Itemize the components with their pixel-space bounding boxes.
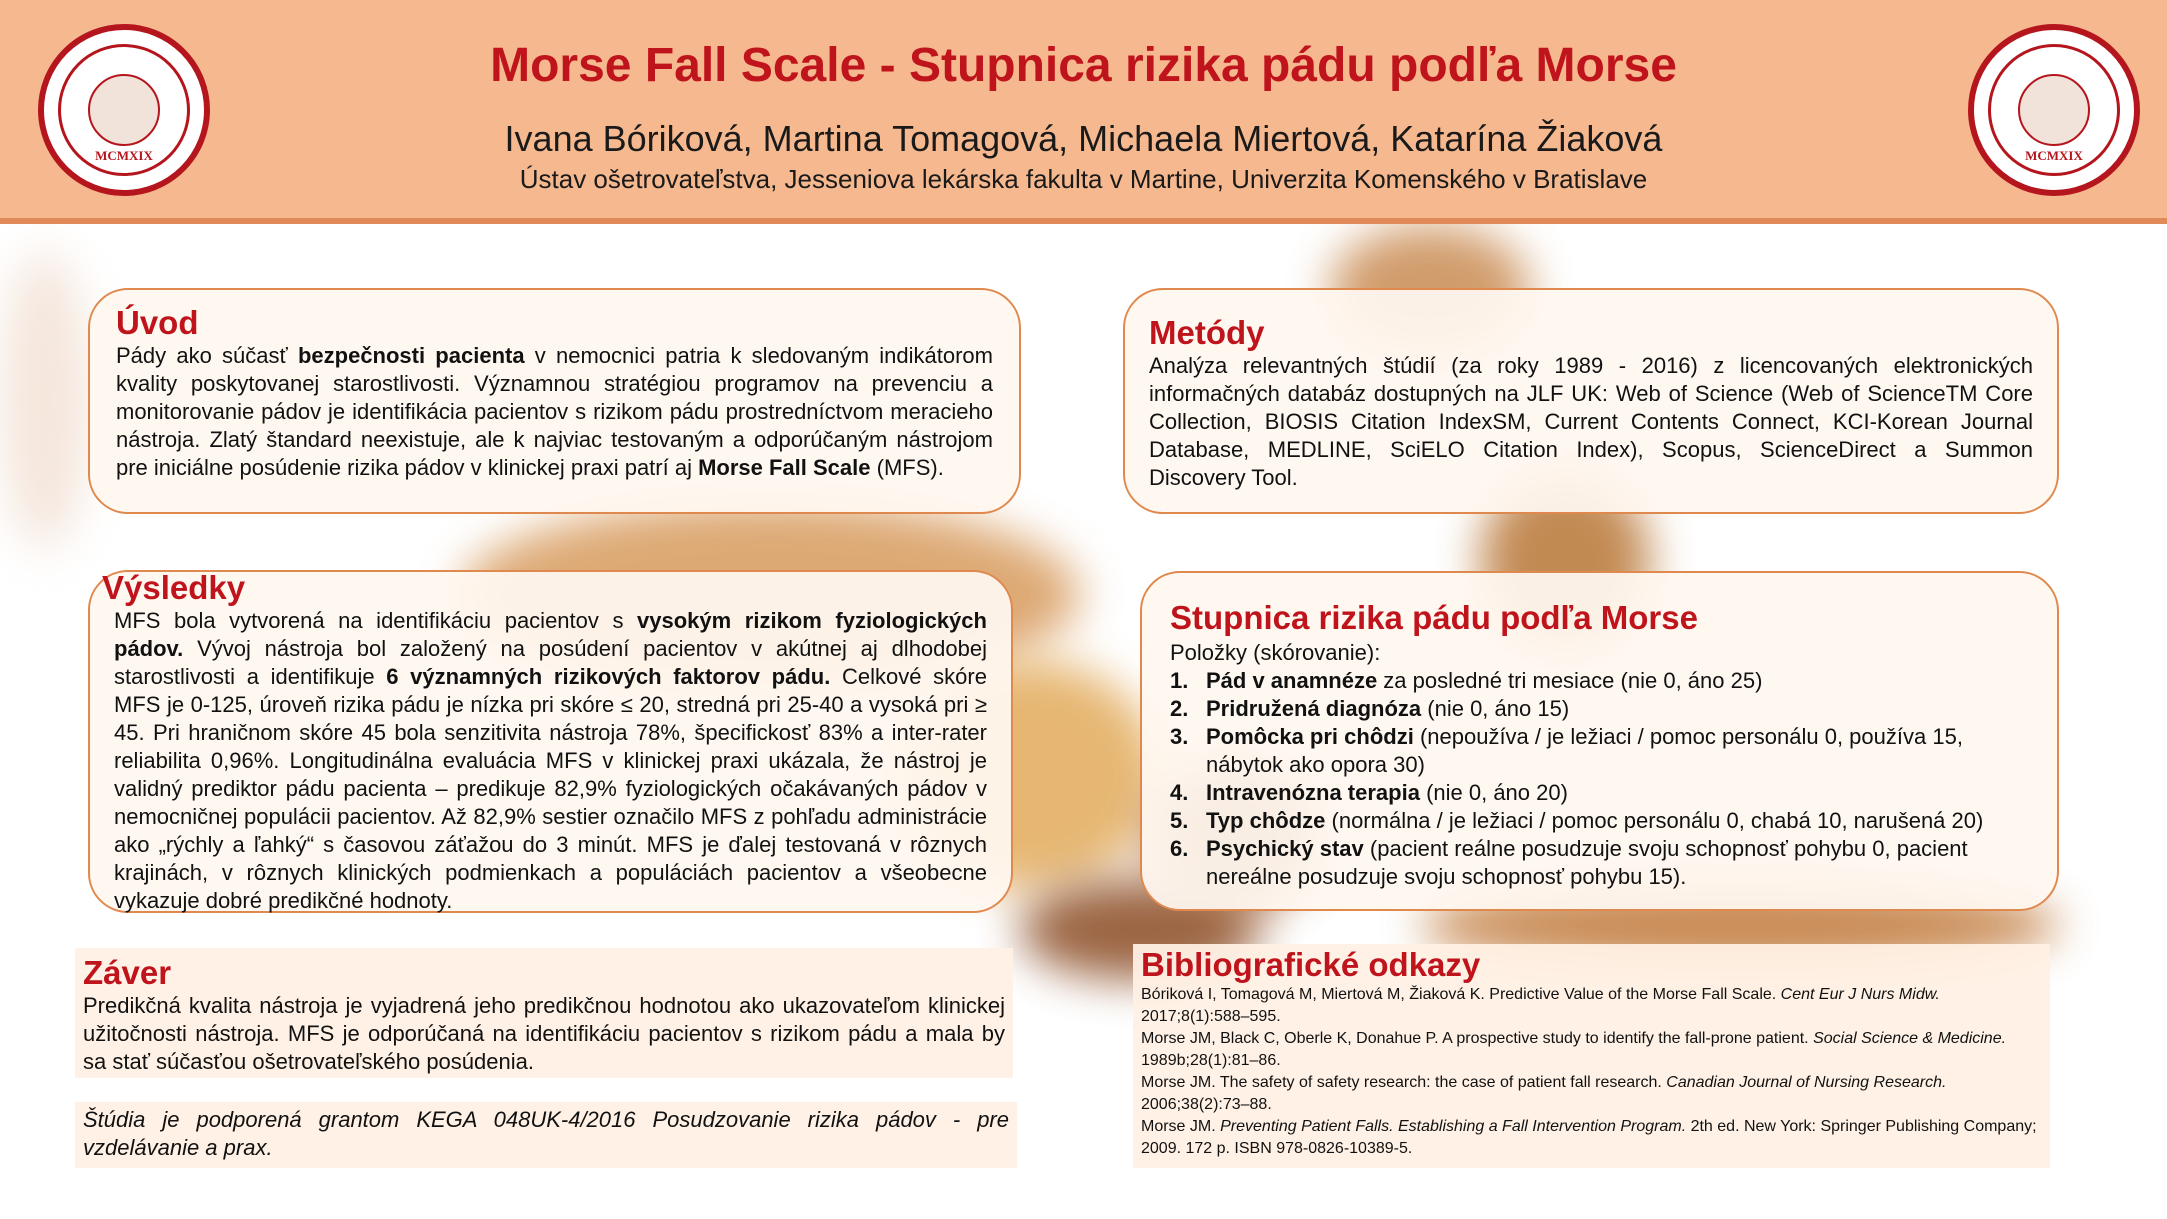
section-zaver bbox=[75, 948, 1013, 1078]
scale-item-text: Typ chôdze (normálna / je ležiaci / pomoc personálu 0, chabá 10, narušená 20) bbox=[1206, 807, 1984, 833]
reference-item: Morse JM. The safety of safety research: the case of patient fall research. Canadian Journal of Nursing Research. 2006;38(2):73–88. bbox=[1141, 1073, 1947, 1113]
reference-item: Morse JM, Black C, Oberle K, Donahue P. A prospective study to identify the fall-prone patient. Social Science & Medicine. 1989b;28(1):81–86. bbox=[1141, 1029, 2007, 1069]
header-divider bbox=[0, 218, 2167, 224]
scale-item bbox=[1170, 695, 2029, 723]
logo-year: MCMXIX bbox=[2025, 148, 2083, 163]
reference-item: Bóriková I, Tomagová M, Miertová M, Žiaková K. Predictive Value of the Morse Fall Scale. Cent Eur J Nurs Midw. 2017;8(1):588–595. bbox=[1141, 985, 1940, 1025]
reference-item: Morse JM. Preventing Patient Falls. Establishing a Fall Intervention Program. 2th ed. New York: Springer Publishing Company; 2009. 172 p. ISBN 978-0826-10389-5. bbox=[1141, 1117, 2037, 1157]
section-text: Pády ako súčasť bezpečnosti pacienta v nemocnici patria k sledovaným indikátorom kvality poskytovanej starostlivosti. Významnou stratégiou programov na prevenciu a monitorovanie pádov je identifikácia pacientov s rizikom pádu prostredníctvom meracieho nástroja. Zlatý štandard neexistuje, ale k najviac testovaným a odporúčaným nástrojom pre iniciálne posúdenie rizika pádov v klinickej praxi patrí aj Morse Fall Scale (MFS). bbox=[116, 342, 993, 480]
grant-note bbox=[75, 1102, 1017, 1168]
section-bibliografia bbox=[1133, 944, 2050, 1168]
scale-item-text: Psychický stav (pacient reálne posudzuje svoju schopnosť pohybu 0, pacient nereálne posudzuje svoju schopnosť pohybu 15). bbox=[1206, 835, 1968, 889]
section-stupnica bbox=[1140, 571, 2059, 911]
scale-item-number: 2. bbox=[1170, 695, 1189, 721]
section-vysledky bbox=[88, 570, 1013, 913]
section-text: Analýza relevantných štúdií (za roky 1989 - 2016) z licencovaných elektronických informačných databáz dostupných na JLF UK: Web of Science (Web of ScienceTM Core Collection, BIOSIS Citation IndexSM, Current Contents Connect, KCI-Korean Journal Database, MEDLINE, SciELO Citation Index), Scopus, ScienceDirect a Summon Discovery Tool. bbox=[1149, 352, 2033, 490]
background-shape bbox=[0, 250, 90, 550]
poster-authors: Ivana Bóriková, Martina Tomagová, Michaela Miertová, Katarína Žiaková bbox=[504, 118, 1663, 159]
scale-item-text: Pomôcka pri chôdzi (nepoužíva / je ležiaci / pomoc personálu 0, používa 15, nábytok ako opora 30) bbox=[1206, 723, 1963, 777]
poster-affiliation: Ústav ošetrovateľstva, Jesseniova lekárska fakulta v Martine, Univerzita Komenského v Bratislave bbox=[519, 164, 1648, 194]
scale-item-number: 4. bbox=[1170, 779, 1189, 805]
section-uvod bbox=[88, 288, 1021, 514]
section-heading: Stupnica rizika pádu podľa Morse bbox=[1170, 599, 1698, 636]
section-heading: Metódy bbox=[1149, 314, 1265, 351]
scale-item-text: Pridružená diagnóza (nie 0, áno 15) bbox=[1206, 695, 1570, 721]
section-metody bbox=[1123, 288, 2059, 514]
scale-item-list bbox=[1170, 667, 2029, 891]
scale-item-text: Intravenózna terapia (nie 0, áno 20) bbox=[1206, 779, 1568, 805]
section-heading: Výsledky bbox=[102, 569, 246, 606]
section-heading: Záver bbox=[83, 954, 172, 991]
reference-list bbox=[1141, 984, 2042, 1160]
scale-item bbox=[1170, 723, 2029, 779]
logo-year: MCMXIX bbox=[95, 148, 153, 163]
section-text: MFS bola vytvorená na identifikáciu pacientov s vysokým rizikom fyziologických pádov. Vývoj nástroja bol založený na posúdení pacientov v akútnej aj dlhodobej starostlivosti a identifikuje 6 významných rizikových faktorov pádu. Celkové skóre MFS je 0-125, úroveň rizika pádu je nízka pri skóre ≤ 20, stredná pri 25-40 a vysoká pri ≥ 45. Pri hraničnom skóre 45 bola senzitivita nástroja 78%, špecifickosť 83% a inter-rater reliabilita 0,96%. Longitudinálna evaluácia MFS v klinickej praxi ukázala, že nástroj je validný prediktor pádu pacienta – predikuje 82,9% fyziologických očakávaných pádov v nemocničnej populácii pacientov. Až 82,9% sestier označilo MFS z pohľadu administrácie ako „rýchly a ľahký“ s časovou záťažou do 3 minút. MFS je ďalej testovaná v rôznych krajinách, v rôznych klinických podmienkach a populáciách pacientov a všeobecne vykazuje dobré predikčné hodnoty. bbox=[114, 607, 987, 913]
poster-title: Morse Fall Scale - Stupnica rizika pádu podľa Morse bbox=[490, 39, 1677, 92]
section-heading: Úvod bbox=[116, 304, 199, 341]
scale-item bbox=[1170, 779, 2029, 807]
section-text: Predikčná kvalita nástroja je vyjadrená jeho predikčnou hodnotou ako ukazovateľom klinickej užitočnosti nástroja. MFS je odporúčaná na identifikáciu pacientov s rizikom pádu a mala by sa stať súčasťou ošetrovateľského posúdenia. bbox=[83, 992, 1005, 1074]
scale-item bbox=[1170, 807, 2029, 835]
scale-item bbox=[1170, 835, 2029, 891]
section-heading: Bibliografické odkazy bbox=[1141, 946, 1481, 983]
scale-item-number: 5. bbox=[1170, 807, 1189, 833]
scale-item-number: 1. bbox=[1170, 667, 1189, 693]
scale-item-number: 3. bbox=[1170, 723, 1189, 749]
scale-item-text: Pád v anamnéze za posledné tri mesiace (nie 0, áno 25) bbox=[1206, 667, 1763, 693]
section-subheading: Položky (skórovanie): bbox=[1170, 639, 1381, 665]
grant-text: Štúdia je podporená grantom KEGA 048UK-4/2016 Posudzovanie rizika pádov - pre vzdelávanie a prax. bbox=[83, 1107, 1009, 1160]
scale-item bbox=[1170, 667, 2029, 695]
scale-item-number: 6. bbox=[1170, 835, 1189, 861]
